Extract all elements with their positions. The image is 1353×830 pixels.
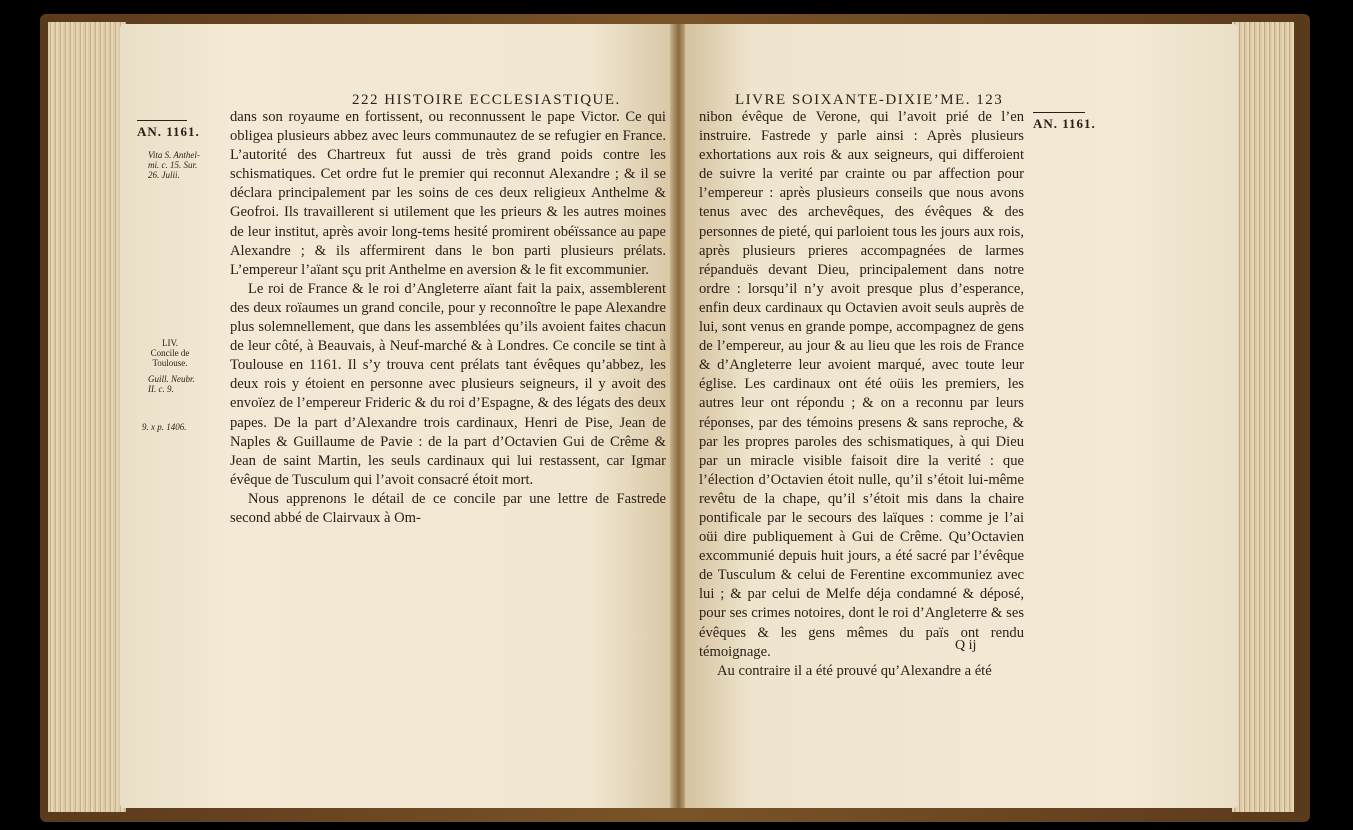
left-body-text <box>230 108 666 528</box>
left-page-edges <box>48 22 126 812</box>
left-page <box>120 24 672 808</box>
right-paragraph-1: nibon évêque de Verone, qui l’avoit prié de l’en instruire. Fastrede y parle ainsi : Après plusieurs exhortations aux rois & aux seigneurs, qui differoient de suivre la verité par crainte ou par affection pour l’empereur : après plusieurs conseils que nous avons tenus avec des archevêques, des évêques & des personnes de pieté, qui parloient tous les jours aux rois, après plusieurs prieres accompagnées de larmes répanduës devant Dieu, principalement dans notre ordre : lorsqu’il n’y avoit presque plus d’esperance, enfin deux cardinaux qu Octavien avoit seuls auprès de lui, sont venus en grande pompe, accompagnez de gens de l’empereur, au jour & au lieu que les rois de France & d’Angleterre leur avoient marqué, avec toute leur église. Les cardinaux ont été oüis les premiers, les autres leur ont répondu ; & on a reconnu par leurs réponses, par des témoins presens & sans reproche, & par les propres paroles des schismatiques, à qui Dieu par un miracle visible faisoit dire la verité : que l’élection d’Octavien étoit nulle, qu’il s’étoit lui-même revêtu de la chape, qu’il s’étoit mis dans la chaire pontificale par le secours des laïques : comme je l’ai oüi dire publiquement à Gui de Crême. Qu’Octavien excommunié depuis huit jours, a été sacré par l’évêque de Tusculum & celui de Ferentine excommuniez avec lui ; & par celui de Melfe déja condamné & déposé, pour ses crimes notoires, dont le roi d’Angleterre & ses évêques & les gens mêmes du païs ont rendu témoignage. <box>699 109 1024 660</box>
left-year-label: AN. 1161. <box>137 124 200 139</box>
left-paragraph-1: dans son royaume en fortissent, ou reconnussent le pape Victor. Ce qui obligea plusieurs abbez avec leurs communautez de se refugier en France. L’autorité des Chartreux fut aussi de très grand poids contre les schismatiques. Cet ordre fut le premier qui reconnut Alexandre ; & il se déclara principalement par les soins de ces deux religieux Anthelme & Geofroi. Ils travaillerent si utilement que les prieurs & les autres moines de leur institut, après avoir long-tems hesité promirent obéïssance au pape Alexandre ; & ils affermirent dans le bon parti plusieurs prélats. L’empereur l’aïant sçu prit Anthelme en aversion & le fit excommunier. <box>230 109 666 278</box>
right-body-text <box>699 108 1024 681</box>
right-year-rule <box>1033 112 1085 113</box>
margin-note-vita: Vita S. Anthel- mi. c. 15. Sur. 26. Julii. <box>148 150 200 180</box>
page-signature: Q ij <box>955 638 977 653</box>
right-page <box>685 24 1238 808</box>
margin-note-ref: 9. x p. 1406. <box>142 422 187 432</box>
right-running-header: LIVRE SOIXANTE-DIXIE’ME. 123 <box>735 92 1004 108</box>
left-paragraph-3: Nous apprenons le détail de ce concile par une lettre de Fastrede second abbé de Clairvaux à Om- <box>230 490 666 526</box>
margin-note-guill: Guill. Neubr. II. c. 9. <box>148 374 195 394</box>
right-year-label: AN. 1161. <box>1033 116 1096 131</box>
left-running-header: 222 HISTOIRE ECCLESIASTIQUE. <box>352 92 621 108</box>
right-paragraph-2: Au contraire il a été prouvé qu’Alexandre a été <box>717 662 992 679</box>
left-paragraph-2: Le roi de France & le roi d’Angleterre aïant fait la paix, assemblerent des deux roïaumes un grand concile, pour y reconnoître le pape Alexandre plus solemnellement, que dans les assemblées qu’ils avoient faites chacun de leur côté, à Beauvais, à Neuf-marché & à Londres. Ce concile se tint à Toulouse en 1161. Il s’y trouva cent prélats tant évêques qu’abbez, les deux rois y étoient en personne avec plusieurs seigneurs, il y avoit des envoïez de l’empereur Frideric & du roi d’Espagne, & des légats des deux papes. De la part d’Alexandre trois cardinaux, Henri de Pise, Jean de Naples & Guillaume de Pavie : de la part d’Octavien Gui de Crême & Jean de saint Martin, les seuls cardinaux qui lui restassent, car Igmar évêque de Tusculum qui l’avoit consacré étoit mort. <box>230 280 666 488</box>
left-year-rule <box>137 120 187 121</box>
margin-note-section: LIV. Concile de Toulouse. <box>150 338 190 368</box>
right-page-edges <box>1232 22 1294 812</box>
